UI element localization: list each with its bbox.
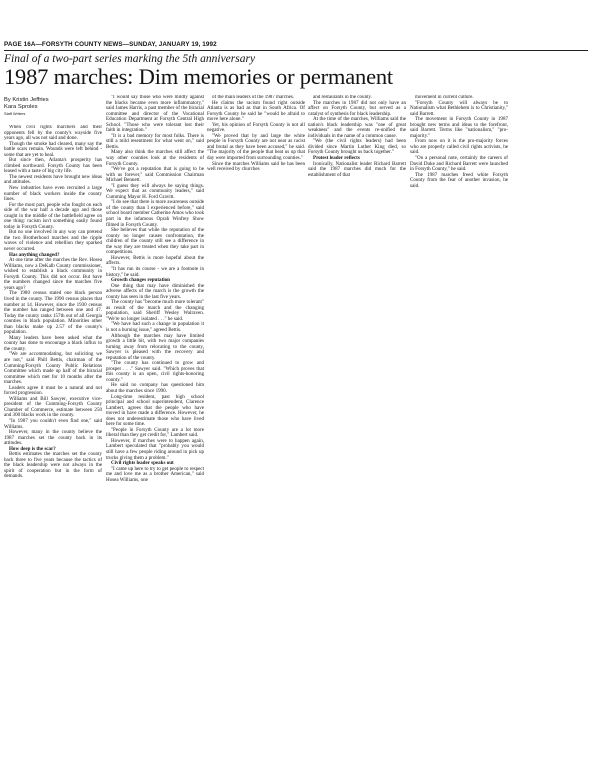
paragraph: "The county has continued to grow and prosper . . ." Sawyer said. "Which proves that this county is an open, civil rights-honoring county." [106, 360, 204, 383]
paragraph: "I guess they will always be saying things. We expect that as community leaders," said Cumming Mayor H. Ford Gravitt. [106, 182, 204, 200]
paragraph: "Forsyth County will always be to Nationalism what Bethlehem is to Christianity," said Barrett. [410, 99, 508, 117]
paragraph: Leaders agree it must be a natural and not forced progression. [4, 384, 102, 397]
paragraph: The movement in Forsyth County in 1987 brought new terms and ideas to the forefront, said Barrett. Terms like "nationalism," "pro-majority." [410, 116, 508, 139]
paragraph: The newest residents have brought new ideas and attitudes. [4, 173, 102, 186]
paragraph: Yet, his opinion of Forsyth County is not all negative. [207, 121, 305, 134]
paragraph: "It is a bad memory for most folks. There is still a mild resentment for what went on," said Bettis. [106, 132, 204, 150]
subheading: Growth changes reputation [111, 277, 170, 284]
paragraph: But since then, Atlanta's prosperity has climbed northward. Forsyth County has been leased with a taste of big city life. [4, 157, 102, 175]
paragraph: "On a personal note, certainly the careers of David Duke and Richard Barrett were launched in Forsyth County," he said. [410, 155, 508, 173]
paragraph: "We've got a reputation that is going to be with us forever," said Commission Chairman Michael Bennett. [106, 166, 204, 184]
paragraph: When civil rights marchers and their opponents fell by the county's wayside five years ago, all was not said and done. [4, 125, 102, 142]
paragraph: "We have had such a change in population it is not a burning issue," agreed Bettis. [106, 321, 204, 333]
subheading: Has anything changed? [9, 251, 60, 258]
paragraph: "In 1987 you couldn't even find one," said Williams. [4, 417, 102, 430]
paragraph: "We proved that by and large the white people in Forsyth County are not near as racist and brutal as they have been accused," he said. "The majority of the people that beat us up that day were imported from surrounding counties." [207, 132, 305, 162]
article-column-1 [4, 125, 102, 523]
paragraph: Long-time resident, past high school principal and school superintendent, Clarence Lambert, agrees that the people who have moved in have made a difference. However, he does not underestimate those who have lived here for some time. [106, 393, 204, 428]
paragraph: Williams and Bill Sawyer, executive vice-president of the Cumming-Forsyth County Chamber of Commerce, estimate between 250 and 300 blacks work in the county. [4, 395, 102, 419]
paragraph: He claims the racism found right outside Atlanta is as bad as that in South Africa. Of Forsyth County he said he "would be afraid to move here alone." [207, 99, 305, 123]
paragraph: He said no company has questioned him about the marches since 1990. [106, 382, 204, 394]
subheading: Civil rights leader speaks out [111, 460, 174, 467]
article-column-2 [106, 95, 204, 623]
paragraph: But no one involved in any way can pretend the two Brotherhood marches and the ripple waves of violence and rebellion they sparked never occurred. [4, 229, 102, 253]
article-column-3 [207, 95, 305, 623]
page-folio: PAGE 16A—FORSYTH COUNTY NEWS—SUNDAY, JANUARY 19, 1992 [4, 41, 217, 48]
subheading: Protest leader reflects [313, 155, 360, 162]
folio-rule [4, 50, 588, 51]
paragraph: "People in Forsyth County are a lot more liberal than they get credit for," Lambert said. [106, 426, 204, 439]
paragraph: Ironically, Nationalist leader Richard Barrett said the 1987 marches did much for the establishment of that [308, 160, 406, 178]
paragraph: Though the smoke had cleared, many say the battle scars remain. Wounds were left behind - some that are yet to heal. [4, 140, 102, 158]
paragraph: "We (the civil rights leaders) had been divided since Martin Luther King died, so Forsyth County brought us back together." [308, 138, 406, 156]
paragraph: "I came up here to try to get people to respect me and love me as a brother American," said Hosea Williams, one [106, 465, 204, 483]
byline-author: By Kristin Jeffries [4, 97, 49, 103]
paragraph: However, Bettis is more hopeful about the affects. [106, 254, 204, 267]
subheading: How deep is the scar? [9, 445, 56, 452]
paragraph: "I would say those who were mildly against the blacks became even more inflammatory," said James Harris, a past member of the biracial committee and director of the Vocational Education Department at Forsyth Central High School. "Those who were tolerant lost their faith in integration." [106, 95, 204, 134]
paragraph: She believes that while the reputation of the county no longer causes confrontation, the children of the county still see a difference in the way they are treated when they take part in competitions. [106, 227, 204, 256]
paragraph: The county has "become much more tolerant" as result of the march and the changing population, said Sheriff Wesley Walraven. "We're no longer isolated . . ." he said. [106, 299, 204, 322]
paragraph: "I do see that there is more awareness outside of the county than I experienced before," said school board member Catherine Amos who took part in the infamous Oprah Winfrey Show filmed in Forsyth County. [106, 199, 204, 228]
paragraph: The 1987 marches freed white Forsyth County from the fear of another invasion, he said. [410, 171, 508, 189]
byline-author: Kara Sproles [4, 103, 38, 110]
paragraph: and restaurants in the county. [313, 95, 372, 100]
paragraph: movement in current culture. [415, 95, 474, 100]
paragraph: At one time after the marches the Rev. Hosea Williams, now a DeKalb County commissioner, wished to establish a black community in Forsyth County. This did not occur. But have the numbers changed since the marches five years ago? [4, 257, 102, 291]
paragraph: Many leaders have been asked what the county has done to encourage a black influx to the county. [4, 334, 102, 352]
paragraph: Many also think the marches still affect the way other counties look at the residents of Forsyth County. [106, 149, 204, 167]
paragraph: However, if marches were to happen again, Lambert speculated that "probably you would still have a few people riding around in pick up trucks giving them a problem." [106, 437, 204, 461]
paragraph: New industries have even recruited a large number of black workers inside the county lines. [4, 185, 102, 203]
article-column-4 [308, 95, 406, 355]
paragraph: "It has run its course - we are a footnote in history," he said. [106, 265, 204, 278]
paragraph: One thing that may have diminished the adverse affects of the march is the growth the county has seen in the last five years. [106, 282, 204, 300]
paragraph: However, many in the county believe the 1987 marches set the county back in its attitudes. [4, 429, 102, 447]
paragraph: of the main leaders of the 1987 marches. [212, 95, 295, 100]
article-column-5 [410, 95, 508, 345]
paragraph: Although the marches may have limited growth a little bit, with two major companies turning away from relocating to the county, Sawyer is pleased with the recovery and reputation of the county. [106, 332, 204, 361]
paragraph: For the most part, people who fought on each side of the war half a decade ago and those caught in the middle of the battlefield agree on one thing: racism isn't something easily found today in Forsyth County. [4, 201, 102, 230]
paragraph: From now on it is the pro-majority forces who are properly called civil rights activists, he said. [410, 138, 508, 156]
paragraph: "We are accommodating, but soliciting we are not," said Phill Bettis, chairman of the Cumming/Forsyth County Public Relations Committee which made up half of the biracial committee which met for 10 months after the marches. [4, 351, 102, 386]
paragraph: The 1980 census stated one black person lived in the county. The 1990 census places that number at 14. However, since the 1930 census the number has ranged between one and 47. Today the county ranks 157th out of all Georgia counties in black population. Minorities other than blacks make up 2.57 of the county's population. [4, 290, 102, 336]
paragraph: The marches in 1987 did not only have an affect on Forsyth County, but served as a catalyst of synthesis for black leadership. [308, 99, 406, 117]
series-kicker: Final of a two-part series marking the 5th anniversary [4, 53, 256, 65]
headline: 1987 marches: Dim memories or permanent [4, 64, 393, 89]
paragraph: Since the marches Williams said he has been well received by churches [207, 160, 305, 173]
paragraph: At the time of the marches, Williams said the nation's black leadership was "one of great weakness" and the events re-unified the individuals in the name of a common cause. [308, 116, 406, 139]
paragraph: Bettis estimates the marches set the county back three to five years because the tactics of the black leadership were not always in the spirit of cooperation but in the form of demands. [4, 451, 102, 480]
byline-block [4, 97, 104, 118]
staff-writers-label: Staff Writers [4, 111, 26, 117]
